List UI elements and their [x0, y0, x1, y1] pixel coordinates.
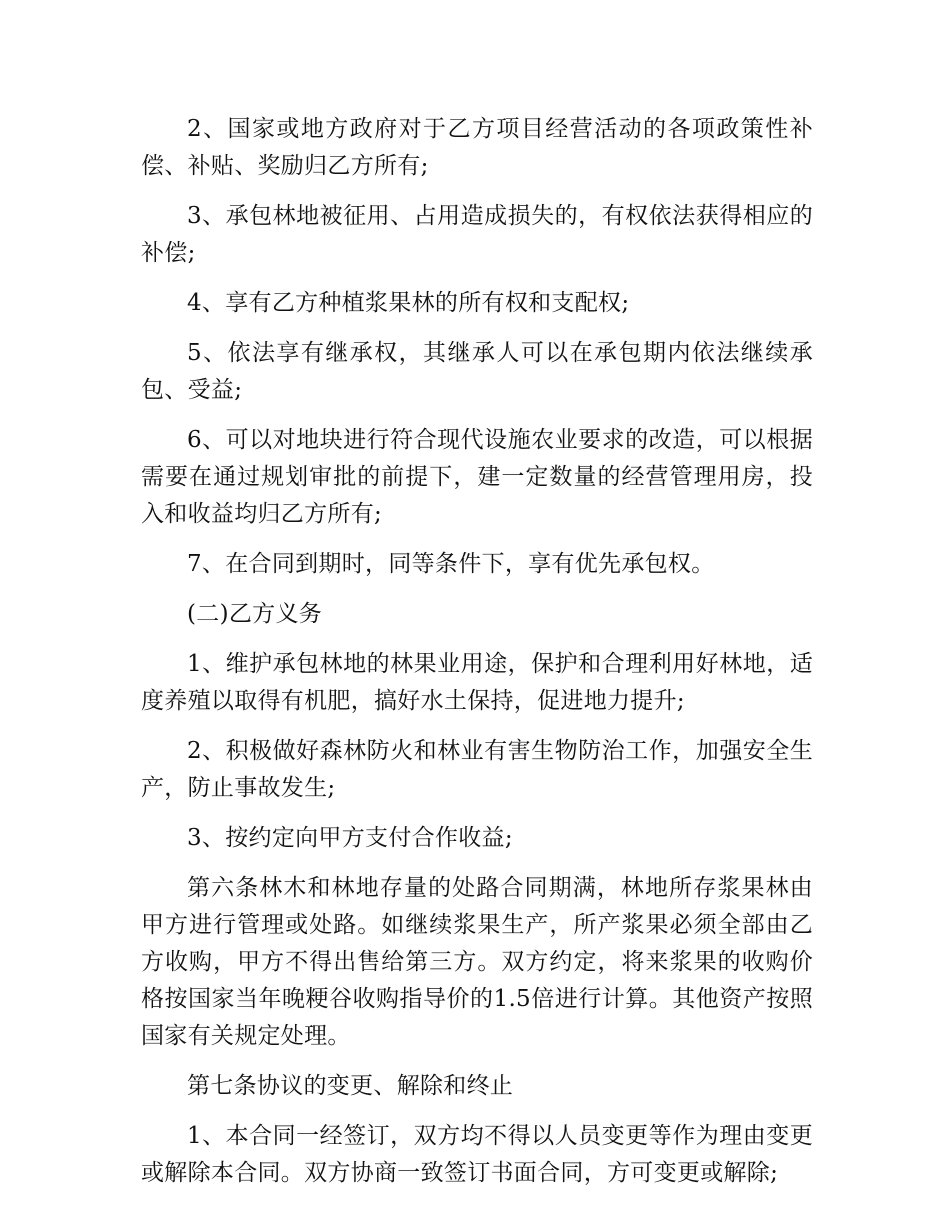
paragraph-rights-4: 4、享有乙方种植浆果林的所有权和支配权; [187, 290, 630, 316]
paragraph-rights-5: 5、依法享有继承权，其继承人可以在承包期内依法继续承包、受益; [141, 340, 813, 403]
paragraph-obligations-2: 2、积极做好森林防火和林业有害生物防治工作，加强安全生产，防止事故发生; [141, 738, 813, 801]
paragraph-obligations-3: 3、按约定向甲方支付合作收益; [187, 825, 513, 851]
paragraph-article-7-1: 1、本合同一经签订，双方均不得以人员变更等作为理由变更或解除本合同。双方协商一致签订书面合同，方可变更或解除; [141, 1123, 813, 1186]
heading-article-7: 第七条协议的变更、解除和终止 [187, 1073, 514, 1099]
paragraph-rights-2: 2、国家或地方政府对于乙方项目经营活动的各项政策性补偿、补贴、奖励归乙方所有; [141, 116, 813, 179]
paragraph-rights-3: 3、承包林地被征用、占用造成损失的，有权依法获得相应的补偿; [141, 203, 813, 266]
paragraph-obligations-1: 1、维护承包林地的林果业用途，保护和合理利用好林地，适度养殖以取得有机肥，搞好水土保持，促进地力提升; [141, 651, 813, 714]
paragraph-article-6: 第六条林木和林地存量的处路合同期满，林地所存浆果林由甲方进行管理或处路。如继续浆果生产，所产浆果必须全部由乙方收购，甲方不得出售给第三方。双方约定，将来浆果的收购价格按国家当年晚粳谷收购指导价的1.5倍进行计算。其他资产按照国家有关规定处理。 [141, 875, 813, 1049]
section-heading-obligations: (二)乙方义务 [187, 601, 323, 627]
paragraph-rights-7: 7、在合同到期时，同等条件下，享有优先承包权。 [187, 551, 715, 577]
paragraph-rights-6: 6、可以对地块进行符合现代设施农业要求的改造，可以根据需要在通过规划审批的前提下，建一定数量的经营管理用房，投入和收益均归乙方所有; [141, 427, 813, 527]
document-body [141, 111, 813, 1205]
